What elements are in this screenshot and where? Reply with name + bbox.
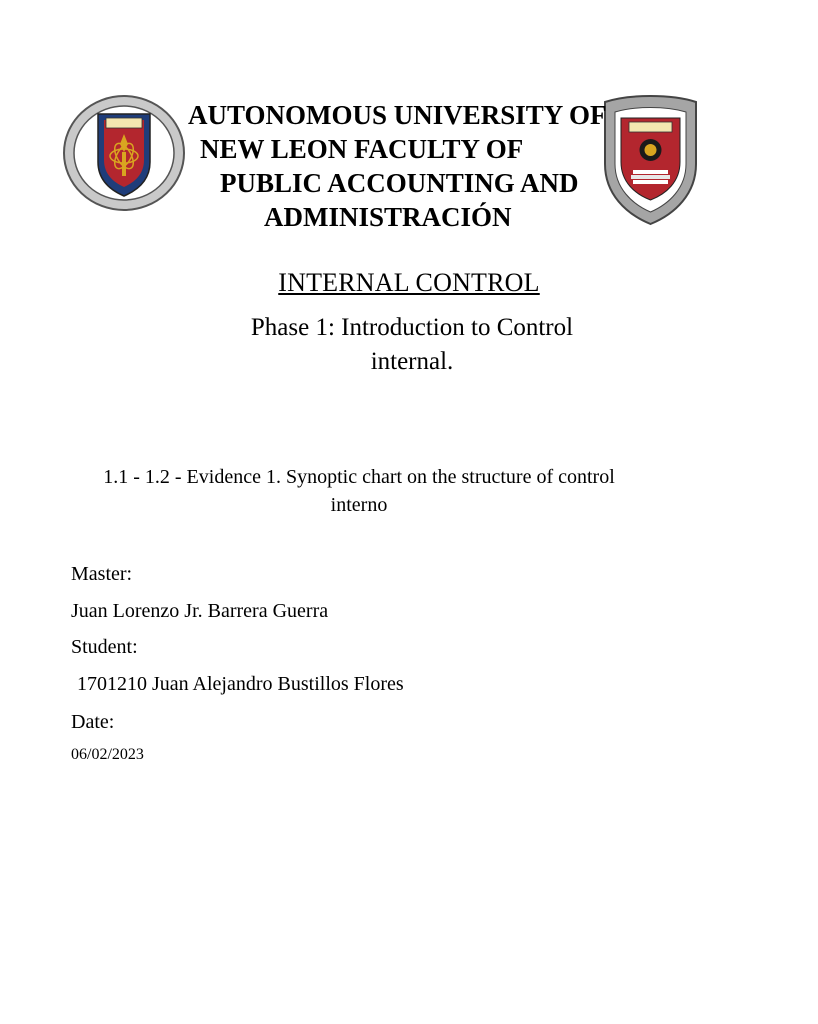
- master-label: Master:: [71, 563, 133, 585]
- phase-title: Phase 1: Introduction to Control internal.: [250, 314, 574, 375]
- student-label: Student:: [71, 636, 138, 658]
- institution-header: [186, 98, 614, 232]
- master-name: Juan Lorenzo Jr. Barrera Guerra: [71, 600, 329, 622]
- faculty-seal-icon: [599, 94, 702, 226]
- header-line-4: ADMINISTRACIÓN: [264, 202, 512, 232]
- date-value: 06/02/2023: [71, 746, 144, 763]
- student-name: 1701210 Juan Alejandro Bustillos Flores: [77, 673, 404, 695]
- date-label: Date:: [71, 711, 115, 733]
- evidence-title: 1.1 - 1.2 - Evidence 1. Synoptic chart on the structure of control interno: [103, 466, 615, 516]
- header-line-1: AUTONOMOUS UNIVERSITY OF: [188, 100, 607, 130]
- header-line-2: NEW LEON FACULTY OF: [200, 134, 524, 164]
- course-title: INTERNAL CONTROL: [278, 268, 540, 297]
- header-line-3: PUBLIC ACCOUNTING AND: [220, 168, 579, 198]
- university-seal-icon: [62, 94, 186, 212]
